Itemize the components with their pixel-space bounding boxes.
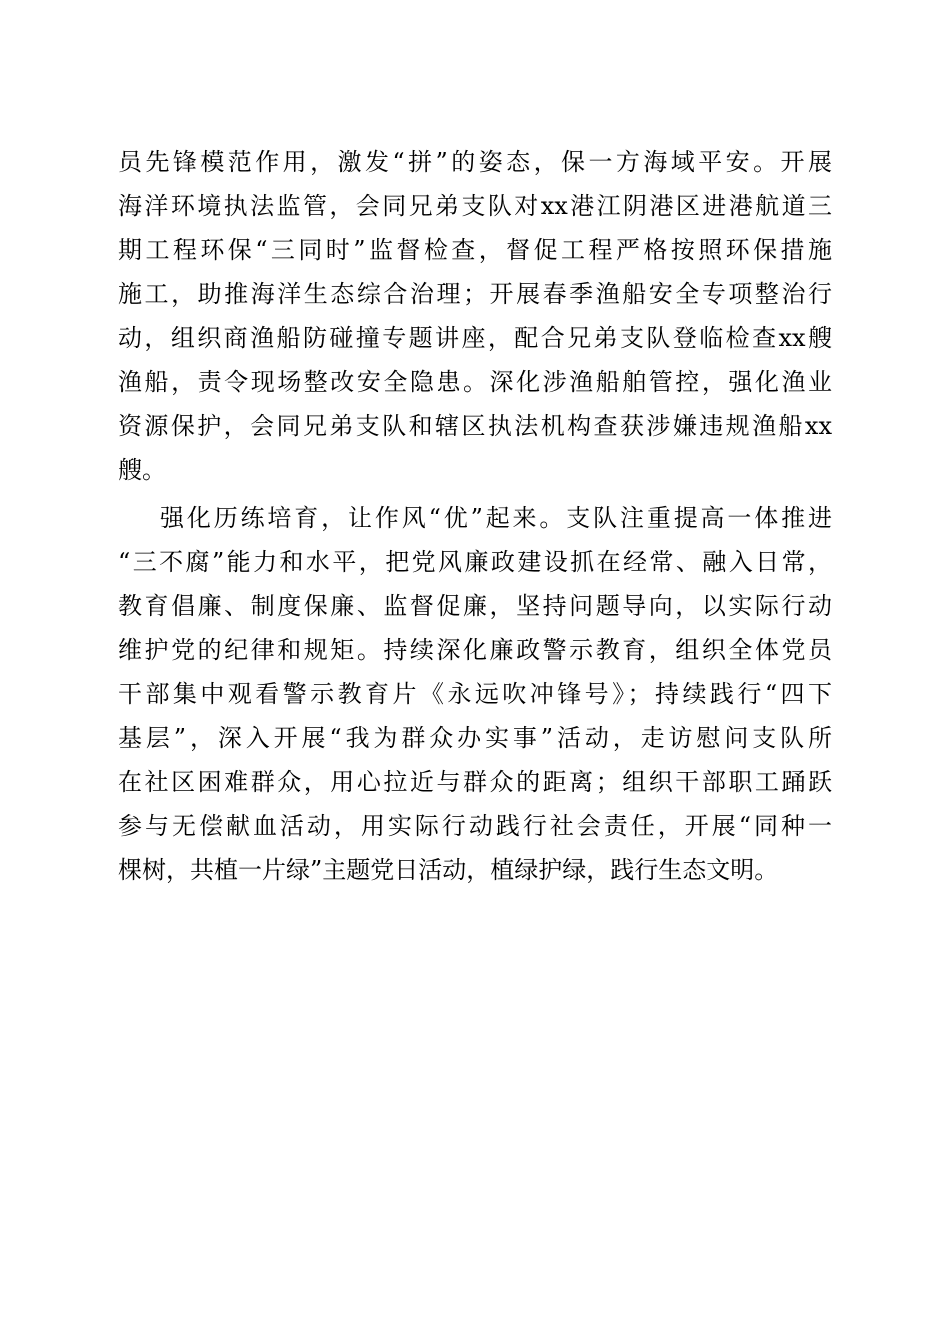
paragraph-line: 在社区困难群众，用心拉近与群众的距离；组织干部职工踊跃 — [118, 768, 832, 796]
paragraph-line: 基层”，深入开展“我为群众办实事”活动，走访慰问支队所 — [118, 724, 832, 752]
paragraph-line: 渔船，责令现场整改安全隐患。深化涉渔船舶管控，强化渔业 — [118, 368, 832, 396]
paragraph-line: 艘。 — [118, 456, 166, 484]
paragraph-line: 教育倡廉、制度保廉、监督促廉，坚持问题导向，以实际行动 — [118, 592, 832, 620]
paragraph-line: 资源保护，会同兄弟支队和辖区执法机构查获涉嫌违规渔船xx — [118, 412, 832, 440]
paragraph-line: 动，组织商渔船防碰撞专题讲座，配合兄弟支队登临检查xx艘 — [118, 324, 832, 352]
paragraph-line: 海洋环境执法监管，会同兄弟支队对xx港江阴港区进港航道三 — [118, 192, 832, 220]
paragraph-line: 期工程环保“三同时”监督检查，督促工程严格按照环保措施 — [118, 236, 832, 264]
paragraph-line: 棵树，共植一片绿”主题党日活动，植绿护绿，践行生态文明。 — [118, 856, 779, 884]
paragraph-line: 员先锋模范作用，激发“拼”的姿态，保一方海域平安。开展 — [118, 148, 832, 176]
paragraph-line: 干部集中观看警示教育片《永远吹冲锋号》；持续践行“四下 — [118, 680, 832, 708]
paragraph-line: 维护党的纪律和规矩。持续深化廉政警示教育，组织全体党员 — [118, 636, 832, 664]
paragraph-line: 参与无偿献血活动，用实际行动践行社会责任，开展“同种一 — [118, 812, 832, 840]
paragraph-line: 施工，助推海洋生态综合治理；开展春季渔船安全专项整治行 — [118, 280, 832, 308]
paragraph-line: 强化历练培育，让作风“优”起来。支队注重提高一体推进 — [160, 504, 832, 532]
paragraph-line: “三不腐”能力和水平，把党风廉政建设抓在经常、融入日常， — [118, 548, 832, 576]
